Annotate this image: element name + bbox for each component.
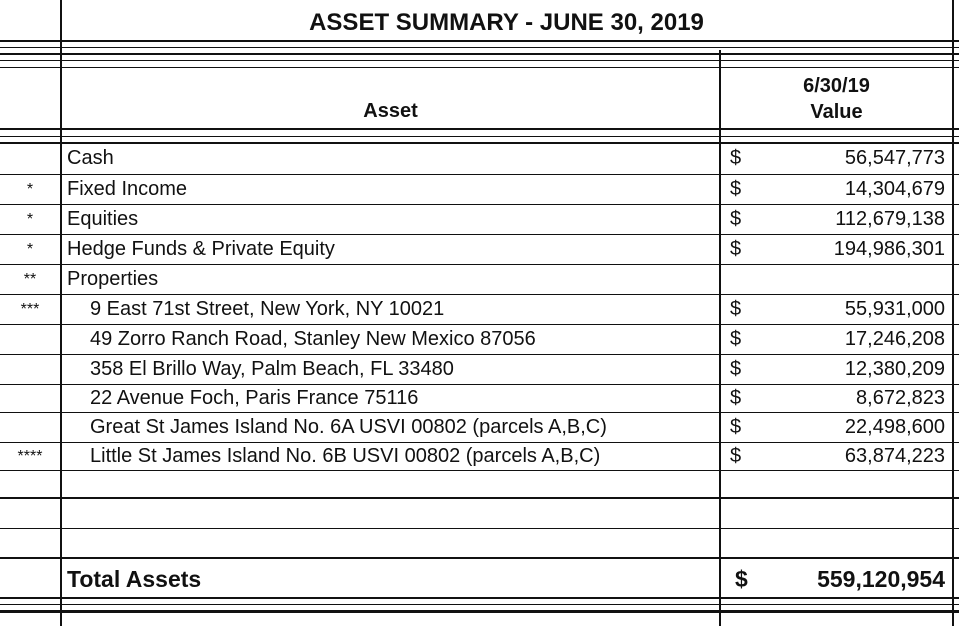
- rule: [0, 47, 959, 48]
- row-label: 49 Zorro Ranch Road, Stanley New Mexico 87056: [90, 328, 536, 350]
- row-mark: ***: [20, 301, 40, 318]
- table-row: [0, 205, 959, 234]
- rule: [0, 557, 959, 559]
- table-row: [0, 325, 959, 354]
- row-mark: *: [26, 181, 34, 198]
- value-column-header: Value: [810, 101, 863, 123]
- rule: [0, 60, 959, 61]
- row-value: 12,380,209: [844, 358, 945, 380]
- rule: [0, 497, 959, 499]
- currency-symbol: $: [730, 358, 742, 380]
- rule: [0, 128, 959, 130]
- rule: [0, 67, 959, 68]
- row-label: Fixed Income: [67, 178, 188, 200]
- rule: [0, 597, 959, 599]
- row-value: 14,304,679: [844, 178, 945, 200]
- row-value: 22,498,600: [844, 416, 945, 438]
- row-mark: *: [26, 211, 34, 228]
- table-row: [0, 413, 959, 442]
- table-row: [0, 265, 959, 294]
- row-value: 112,679,138: [835, 208, 945, 230]
- currency-symbol: $: [730, 298, 742, 320]
- table-row: [0, 235, 959, 264]
- total-row: [0, 562, 959, 596]
- row-value: 8,672,823: [856, 387, 945, 409]
- rule: [0, 136, 959, 137]
- currency-symbol: $: [730, 147, 742, 169]
- currency-symbol: $: [730, 445, 742, 467]
- row-label: Hedge Funds & Private Equity: [67, 238, 335, 260]
- row-mark: *: [26, 241, 34, 258]
- row-label: Great St James Island No. 6A USVI 00802 (parcels A,B,C): [90, 416, 607, 438]
- page-title: ASSET SUMMARY - JUNE 30, 2019: [309, 9, 704, 36]
- row-label: Equities: [67, 208, 139, 230]
- rule: [0, 40, 959, 42]
- currency-symbol: $: [730, 416, 742, 438]
- row-mark: ****: [17, 448, 43, 465]
- rule: [0, 604, 959, 605]
- row-value: 63,874,223: [844, 445, 945, 467]
- currency-symbol: $: [730, 238, 742, 260]
- asset-column-header: Asset: [363, 100, 418, 122]
- row-label: Little St James Island No. 6B USVI 00802 (parcels A,B,C): [90, 445, 601, 467]
- currency-symbol: $: [735, 566, 748, 592]
- row-value: 194,986,301: [833, 238, 945, 260]
- table-row: [0, 144, 959, 173]
- row-label: Cash: [67, 147, 114, 169]
- table-row: [0, 175, 959, 204]
- row-label: 22 Avenue Foch, Paris France 75116: [90, 387, 419, 409]
- currency-symbol: $: [730, 178, 742, 200]
- rule: [0, 528, 959, 529]
- date-column-header: 6/30/19: [803, 75, 870, 97]
- table-row: [0, 295, 959, 324]
- row-value: 55,931,000: [844, 298, 945, 320]
- rule: [0, 53, 959, 55]
- table-row: [0, 442, 959, 471]
- row-label: 358 El Brillo Way, Palm Beach, FL 33480: [90, 358, 454, 380]
- total-value: 559,120,954: [817, 566, 945, 592]
- row-value: 56,547,773: [844, 147, 945, 169]
- row-mark: **: [23, 271, 37, 288]
- row-label: Properties: [67, 268, 159, 290]
- row-label: 9 East 71st Street, New York, NY 10021: [90, 298, 445, 320]
- row-value: 17,246,208: [844, 328, 945, 350]
- table-row: [0, 355, 959, 384]
- currency-symbol: $: [730, 387, 742, 409]
- rule: [0, 610, 959, 613]
- total-label: Total Assets: [67, 566, 202, 592]
- currency-symbol: $: [730, 328, 742, 350]
- table-row: [0, 384, 959, 413]
- currency-symbol: $: [730, 208, 742, 230]
